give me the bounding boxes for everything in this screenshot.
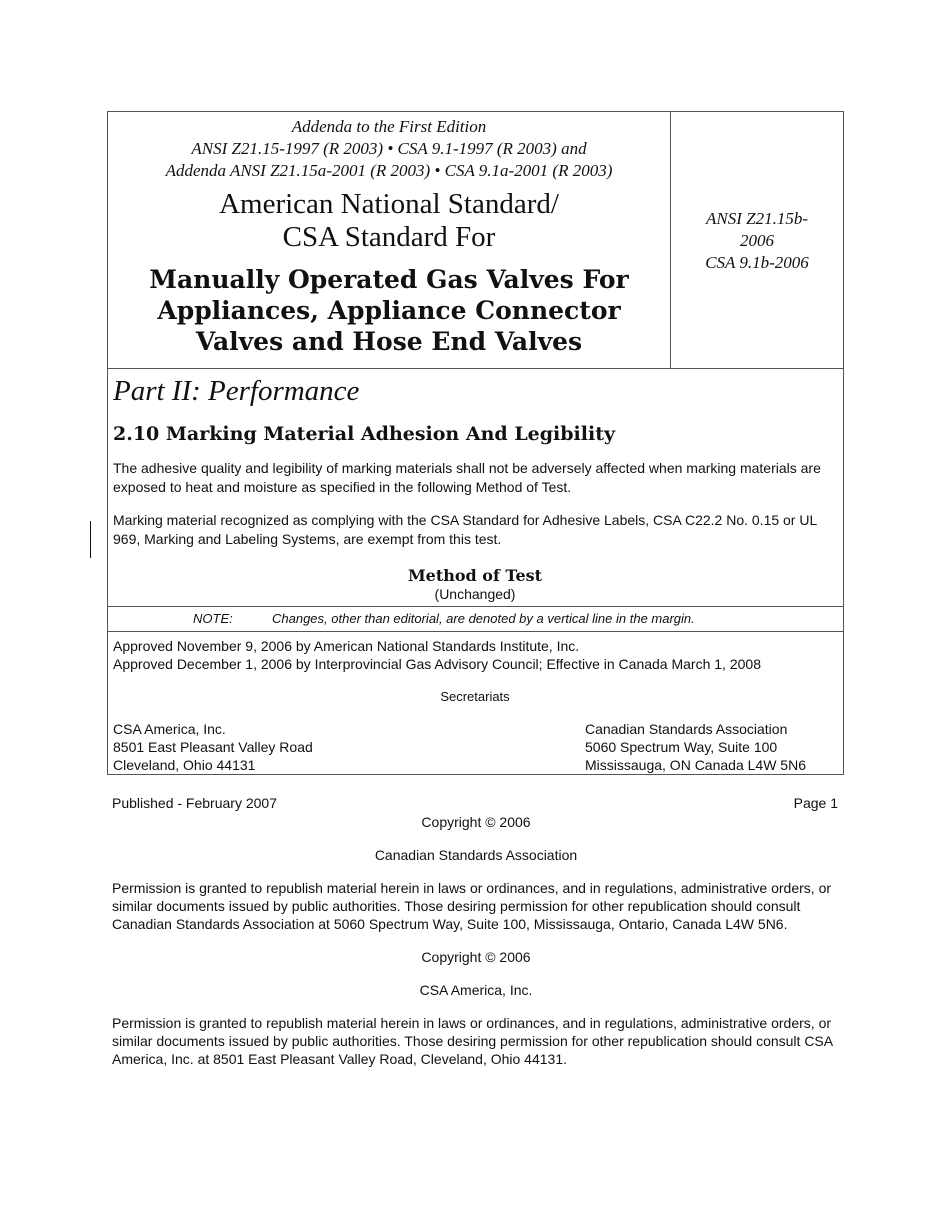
- secretariats-label: Secretariats: [440, 689, 510, 704]
- page-footer: [112, 795, 838, 811]
- method-of-test-heading: Method of Test: [407, 566, 543, 585]
- method-subtitle: (Unchanged): [434, 586, 516, 602]
- note-label: NOTE:: [193, 611, 233, 626]
- approval-line: Approved November 9, 2006 by American National Standards Institute, Inc.: [113, 638, 580, 654]
- designation-line: 2006: [740, 231, 774, 250]
- header-table: [108, 112, 843, 369]
- addenda-line: Addenda ANSI Z21.15a-2001 (R 2003) • CSA 9.1a-2001 (R 2003): [165, 161, 613, 180]
- approval-line: Approved December 1, 2006 by Interprovincial Gas Advisory Council; Effective in Canada March 1, 2008: [113, 656, 761, 672]
- copyright-line: Copyright © 2006: [421, 814, 531, 830]
- address-line: 5060 Spectrum Way, Suite 100: [585, 739, 778, 755]
- header-title-cell: [108, 112, 671, 368]
- address-line: Cleveland, Ohio 44131: [113, 757, 256, 773]
- secretariat-addresses: [108, 706, 843, 774]
- standard-header-frame: [107, 111, 844, 775]
- content-body: [108, 371, 843, 606]
- copyright-section: [112, 813, 840, 1068]
- page-number: Page 1: [793, 795, 838, 811]
- note-text: Changes, other than editorial, are denoted by a vertical line in the margin.: [272, 611, 695, 626]
- part-title: Part II: Performance: [113, 375, 360, 407]
- copyright-org: CSA America, Inc.: [419, 982, 533, 998]
- designation-line: ANSI Z21.15b-: [706, 209, 808, 228]
- note-row: [108, 606, 843, 632]
- approvals: [108, 632, 843, 706]
- paragraph: The adhesive quality and legibility of marking materials shall not be adversely affected when marking materials are exposed to heat and moisture as specified in the following Method of Test.: [113, 460, 821, 495]
- designation-line: CSA 9.1b-2006: [705, 253, 809, 272]
- address-line: Mississauga, ON Canada L4W 5N6: [585, 757, 806, 773]
- designation-cell: [671, 112, 843, 368]
- permission-text: Permission is granted to republish material herein in laws or ordinances, and in regulations, administrative orders, or similar documents issued by public authorities. Those desiring permission for other republication should consult CSA America, Inc. at 8501 East Pleasant Valley Road, Cleveland, Ohio 44131.: [112, 1015, 833, 1067]
- addenda-text: [108, 112, 670, 182]
- title-line: Appliances, Appliance Connector: [157, 296, 621, 325]
- permission-text: Permission is granted to republish material herein in laws or ordinances, and in regulations, administrative orders, or similar documents issued by public authorities. Those desiring permission for other republication should consult Canadian Standards Association at 5060 Spectrum Way, Suite 100, Mississauga, Ontario, Canada L4W 5N6.: [112, 880, 832, 932]
- standard-line: American National Standard/: [219, 188, 559, 220]
- addenda-line: Addenda to the First Edition: [291, 117, 487, 136]
- address-line: Canadian Standards Association: [585, 721, 788, 737]
- section-title: 2.10 Marking Material Adhesion And Legibility: [113, 423, 616, 445]
- copyright-org: Canadian Standards Association: [374, 847, 578, 863]
- address-line: 8501 East Pleasant Valley Road: [113, 739, 313, 755]
- document-title: [108, 264, 670, 357]
- secretariat-right: [585, 720, 837, 774]
- change-bar: [90, 521, 91, 558]
- published-date: Published - February 2007: [112, 795, 277, 811]
- title-line: Valves and Hose End Valves: [195, 327, 583, 356]
- secretariat-left: [113, 720, 313, 774]
- addenda-line: ANSI Z21.15-1997 (R 2003) • CSA 9.1-1997 (R 2003) and: [191, 139, 587, 158]
- standard-line: CSA Standard For: [282, 221, 496, 253]
- title-line: Manually Operated Gas Valves For: [149, 265, 629, 294]
- standard-heading: [108, 188, 670, 254]
- address-line: CSA America, Inc.: [113, 721, 226, 737]
- paragraph: Marking material recognized as complying with the CSA Standard for Adhesive Labels, CSA C22.2 No. 0.15 or UL 969, Marking and Labeling Systems, are exempt from this test.: [113, 512, 817, 547]
- copyright-line: Copyright © 2006: [421, 949, 531, 965]
